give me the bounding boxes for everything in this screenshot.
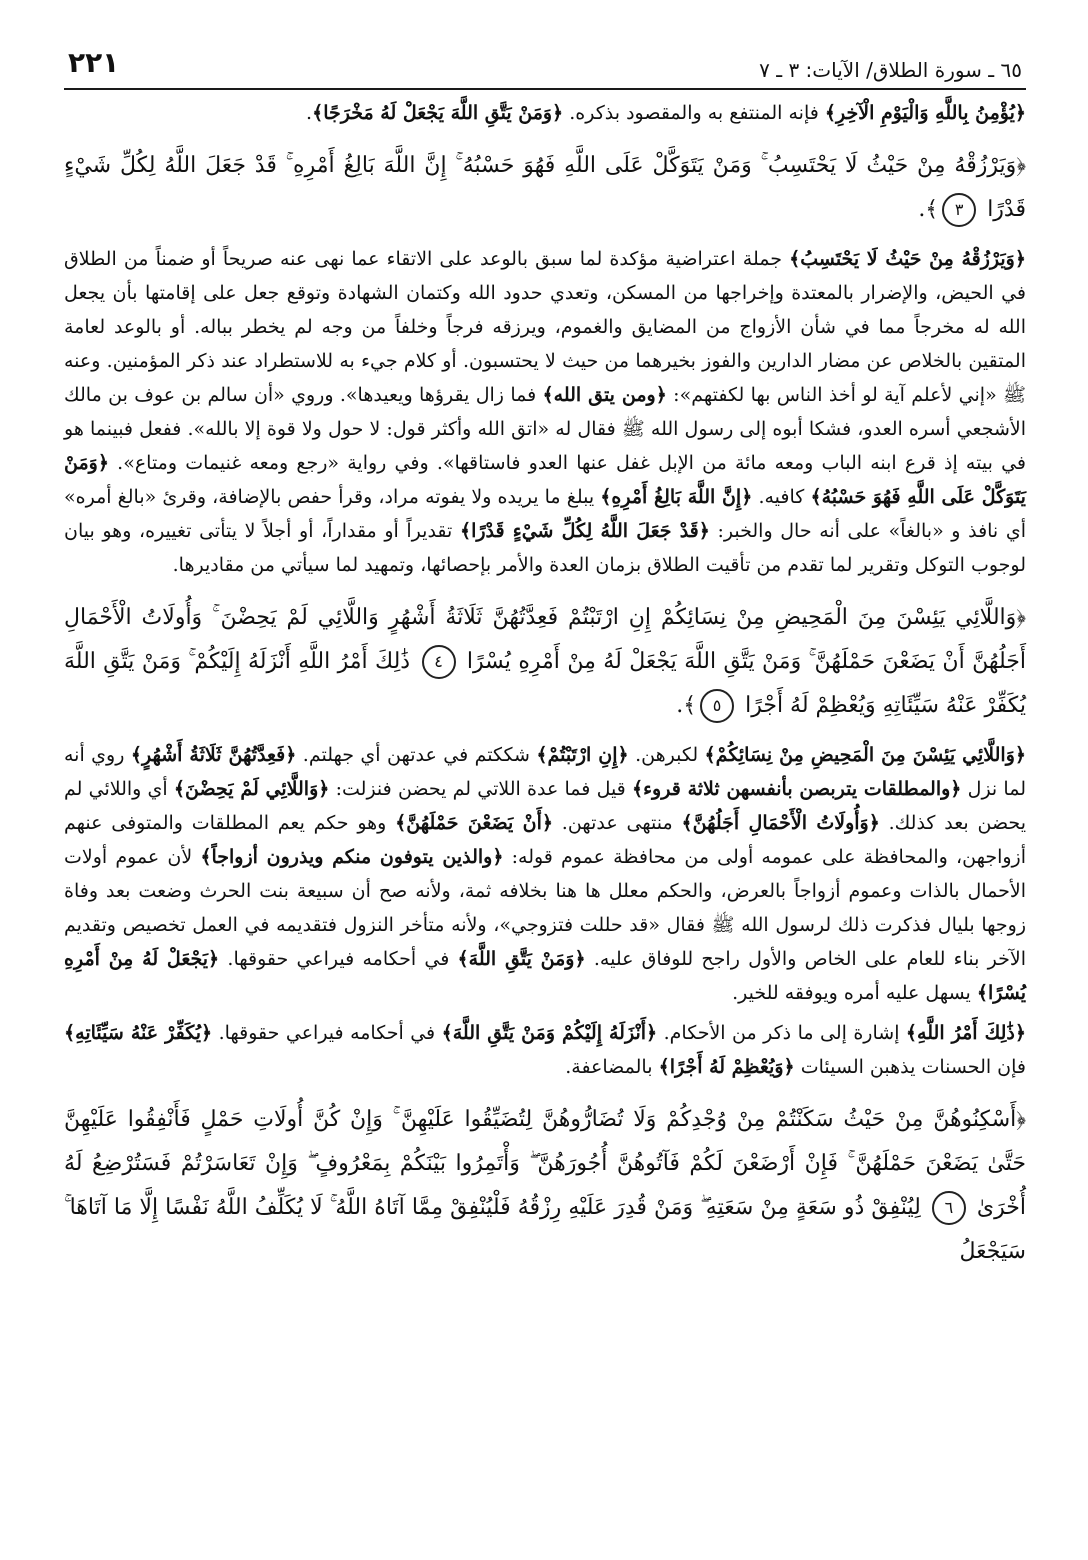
ayah-number-marker: ٥ <box>700 689 734 723</box>
commentary-text: أي واللائي لم يحضن بعد كذلك. <box>64 778 1026 834</box>
commentary-text: كافيه. <box>752 486 811 508</box>
quoted-verse-text: ﴿أَنْزَلَهُ إِلَيْكُمْ وَمَنْ يَتَّقِ اللَّهَ﴾ <box>441 1022 658 1044</box>
quoted-verse-text: ﴿إِنِ ارْتَبْتُمْ﴾ <box>536 744 629 766</box>
commentary-text: وهو حكم يعم المطلقات والمتوفى عنهم أزواجهن، والمحافظة على عمومه أولى من محافظة عموم قوله: <box>64 812 1026 868</box>
verse-text: ﴿أَسْكِنُوهُنَّ مِنْ حَيْثُ سَكَنْتُمْ مِنْ وُجْدِكُمْ وَلَا تُضَارُّوهُنَّ لِتُضَيِّقُوا عَلَيْهِنَّ ۚ وَإِنْ كُنَّ أُولَاتِ حَمْلٍ فَأَنْفِقُوا عَلَيْهِنَّ حَتَّىٰ يَضَعْنَ حَمْلَهُنَّ ۚ فَإِنْ أَرْضَعْنَ لَكُمْ فَآتُوهُنَّ أُجُورَهُنَّ ۖ وَأْتَمِرُوا بَيْنَكُمْ بِمَعْرُوفٍ ۖ وَإِنْ تَعَاسَرْتُمْ فَسَتُرْضِعُ لَهُ أُخْرَىٰ <box>64 1107 1026 1220</box>
verse-text: ﴾. <box>676 693 697 718</box>
quoted-verse-text: ﴿إِنَّ اللَّهَ بَالِغُ أَمْرِهِ﴾ <box>600 486 753 508</box>
quoted-verse-text: ﴿أَنْ يَضَعْنَ حَمْلَهُنَّ﴾ <box>395 812 554 834</box>
quoted-verse-text: ﴿وَيَرْزُقْهُ مِنْ حَيْثُ لَا يَحْتَسِبُ﴾ <box>789 248 1026 270</box>
commentary-text: إشارة إلى ما ذكر من الأحكام. <box>657 1022 906 1044</box>
quoted-verse-text: ﴿يُؤْمِنُ بِاللَّهِ وَالْيَوْمِ الْآخِرِ﴾ <box>824 102 1026 124</box>
commentary-text: فما زال يقرؤها ويعيدها». وروي «أن سالم بن عوف بن مالك الأشجعي أسره العدو، فشكا أبوه إلى رسول الله ﷺ فقال له «اتق الله وأكثر قول: لا حول ولا قوة إلا بالله». ففعل فبينما هو في بيته إذ قرع ابنه الباب ومعه مائة من الإبل غفل عنها العدو فاستاقها». وفي رواية «رجع ومعه غنيمات ومتاع». <box>64 384 1026 474</box>
quoted-verse-text: ﴿والمطلقات يتربصن بأنفسهن ثلاثة قروء﴾ <box>631 778 962 800</box>
commentary-text: لكبرهن. <box>628 744 705 766</box>
quoted-verse-text: ﴿وَمَنْ يَتَّقِ اللَّهَ يَجْعَلْ لَهُ مَخْرَجًا﴾ <box>312 102 564 124</box>
quoted-verse-text: ﴿وَيُعْظِمْ لَهُ أَجْرًا﴾ <box>658 1056 795 1078</box>
ayah-number-marker: ٣ <box>942 193 976 227</box>
quoted-verse-text: ﴿وَأُولَاتُ الْأَحْمَالِ أَجَلُهُنَّ﴾ <box>681 812 880 834</box>
quran-verse-block <box>64 144 1026 232</box>
commentary-text: فإنه المنتفع به والمقصود بذكره. <box>563 102 825 124</box>
commentary-text: . <box>306 102 313 124</box>
commentary-text: بالمضاعفة. <box>565 1056 659 1078</box>
page-header <box>64 40 1026 90</box>
page-number: ٢٢١ <box>68 46 120 79</box>
quoted-verse-text: ﴿وَاللَّائِي لَمْ يَحِضْنَ﴾ <box>173 778 330 800</box>
commentary-text: قيل فما عدة اللاتي لم يحضن فنزلت: <box>329 778 632 800</box>
quran-verse-block <box>64 1098 1026 1274</box>
commentary-paragraph <box>64 1016 1026 1084</box>
commentary-paragraph <box>64 242 1026 582</box>
commentary-text: يسهل عليه أمره ويوفقه للخير. <box>732 982 977 1004</box>
verse-text: ﴾. <box>918 197 939 222</box>
commentary-paragraph <box>64 96 1026 130</box>
ayah-number-marker: ٦ <box>932 1191 966 1225</box>
quran-verse-block <box>64 596 1026 728</box>
commentary-text: تقديراً أو مقداراً، أو أجلاً لا يتأتى تغييره، وهو بيان لوجوب التوكل وتقرير لما تقدم من تأقيت الطلاق بزمان العدة والأمر بإحصائها، وتمهيد لما سيأتي من مقاديرها. <box>64 520 1026 576</box>
quoted-verse-text: ﴿وَاللَّائِي يَئِسْنَ مِنَ الْمَحِيضِ مِنْ نِسَائِكُمْ﴾ <box>704 744 1027 766</box>
ayah-number-marker: ٤ <box>422 645 456 679</box>
commentary-text: شككتم في عدتهن أي جهلتم. <box>296 744 537 766</box>
commentary-text: فإن الحسنات يذهبن السيئات <box>794 1056 1026 1078</box>
commentary-text: روي أنه لما نزل <box>64 744 1026 800</box>
quoted-verse-text: ﴿قَدْ جَعَلَ اللَّهُ لِكُلِّ شَيْءٍ قَدْرًا﴾ <box>459 520 710 542</box>
commentary-text: في أحكامه فيراعي حقوقها. <box>212 1022 442 1044</box>
quoted-verse-text: ﴿وَمَنْ يَتَوَكَّلْ عَلَى اللَّهِ فَهُوَ حَسْبُهُ﴾ <box>64 452 1026 508</box>
commentary-text: يبلغ ما يريده ولا يفوته مراد، وقرأ حفص بالإضافة، وقرئ «بالغ أمره» أي نافذ و «بالغاً» على أنه حال والخبر: <box>64 486 1026 542</box>
page-body <box>64 96 1026 1274</box>
quoted-verse-text: ﴿والذين يتوفون منكم ويذرون أزواجاً﴾ <box>200 846 504 868</box>
quoted-verse-text: ﴿فَعِدَّتُهُنَّ ثَلَاثَةُ أَشْهُرٍ﴾ <box>130 744 297 766</box>
verse-text: ذَٰلِكَ أَمْرُ اللَّهِ أَنْزَلَهُ إِلَيْكُمْ ۚ وَمَنْ يَتَّقِ اللَّهَ يُكَفِّرْ عَنْهُ سَيِّئَاتِهِ وَيُعْظِمْ لَهُ أَجْرًا <box>64 649 1026 718</box>
commentary-text: في أحكامه فيراعي حقوقها. <box>219 948 458 970</box>
quoted-verse-text: ﴿يُكَفِّرْ عَنْهُ سَيِّئَاتِهِ﴾ <box>64 1022 213 1044</box>
verse-text: ﴿وَاللَّائِي يَئِسْنَ مِنَ الْمَحِيضِ مِنْ نِسَائِكُمْ إِنِ ارْتَبْتُمْ فَعِدَّتُهُنَّ ثَلَاثَةُ أَشْهُرٍ وَاللَّائِي لَمْ يَحِضْنَ ۚ وَأُولَاتُ الْأَحْمَالِ أَجَلُهُنَّ أَنْ يَضَعْنَ حَمْلَهُنَّ ۚ وَمَنْ يَتَّقِ اللَّهَ يَجْعَلْ لَهُ مِنْ أَمْرِهِ يُسْرًا <box>64 605 1026 674</box>
commentary-text: منتهى عدتهن. <box>553 812 682 834</box>
verse-text: ﴿وَيَرْزُقْهُ مِنْ حَيْثُ لَا يَحْتَسِبُ ۚ وَمَنْ يَتَوَكَّلْ عَلَى اللَّهِ فَهُوَ حَسْبُهُ ۚ إِنَّ اللَّهَ بَالِغُ أَمْرِهِ ۚ قَدْ جَعَلَ اللَّهُ لِكُلِّ شَيْءٍ قَدْرًا <box>64 153 1026 222</box>
quoted-verse-text: ﴿ذَٰلِكَ أَمْرُ اللَّهِ﴾ <box>905 1022 1026 1044</box>
verse-text: لِيُنْفِقْ ذُو سَعَةٍ مِنْ سَعَتِهِ ۖ وَمَنْ قُدِرَ عَلَيْهِ رِزْقُهُ فَلْيُنْفِقْ مِمَّا آتَاهُ اللَّهُ ۚ لَا يُكَلِّفُ اللَّهُ نَفْسًا إِلَّا مَا آتَاهَا ۚ سَيَجْعَلُ <box>64 1195 1026 1264</box>
quoted-verse-text: ﴿ومن يتق الله﴾ <box>542 384 667 406</box>
running-title: ٦٥ ـ سورة الطلاق/ الآيات: ٣ ـ ٧ <box>759 58 1022 82</box>
quoted-verse-text: ﴿يَجْعَلْ لَهُ مِنْ أَمْرِهِ يُسْرًا﴾ <box>64 948 1026 1004</box>
commentary-text: جملة اعتراضية مؤكدة لما سبق بالوعد على الاتقاء عما نهى عنه صريحاً أو ضمناً من الطلاق في الحيض، والإضرار بالمعتدة وإخراجها من المسكن، وتعدي حدود الله وكتمان الشهادة وتوقع جعل على إقامتها بأن يجعل الله له مخرجاً مما في شأن الأزواج من المضايق والغموم، ويرزقه فرجاً وخلفاً من وجه لم يخطر بباله. أو بالوعد لعامة المتقين بالخلاص عن مضار الدارين والفوز بخيرهما من حيث لا يحتسبون. أو كلام جيء به للاستطراد عند ذكر المؤمنين. وعنه ﷺ «إني لأعلم آية لو أخذ الناس بها لكفتهم»: <box>64 248 1026 406</box>
commentary-text: لأن عموم أولات الأحمال بالذات وعموم أزواجاً بالعرض، والحكم معلل ها هنا بخلافه ثمة، ولأنه صح أن سبيعة بنت الحرث وضعت بعد وفاة زوجها بليال فذكرت ذلك لرسول الله ﷺ فقال «قد حللت فتزوجي»، ولأنه متأخر النزول فتقديمه في العمل تخصيص وتقديم الآخر بناء للعام على الخاص والأول راجح للوفاق عليه. <box>64 846 1026 970</box>
quoted-verse-text: ﴿وَمَنْ يَتَّقِ اللَّهَ﴾ <box>457 948 586 970</box>
commentary-paragraph <box>64 738 1026 1010</box>
